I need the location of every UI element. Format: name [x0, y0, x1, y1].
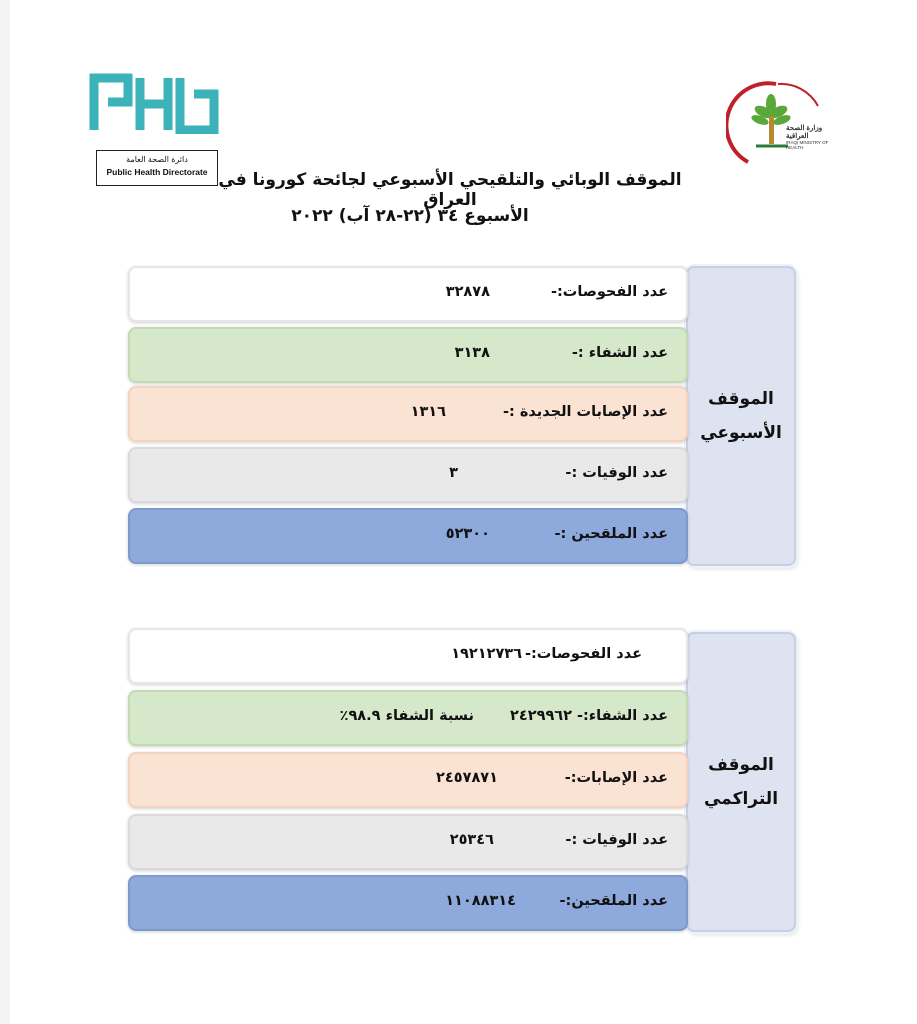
cumulative-side-label — [686, 632, 796, 932]
row-label: عدد الوفيات :- — [565, 465, 668, 481]
cumulative-section — [122, 628, 802, 936]
phd-caption-english: Public Health Directorate — [106, 167, 208, 177]
page-title: الموقف الوبائي والتلقيحي الأسبوعي لجائحة كورونا في العراق — [218, 170, 682, 210]
row-label: عدد الإصابات الجديدة :- — [503, 404, 668, 420]
cumulative-tests-row — [128, 628, 688, 684]
ministry-name — [786, 124, 846, 150]
row-label: عدد الفحوصات:- — [524, 646, 642, 662]
cumulative-cases-row — [128, 752, 688, 808]
weekly-recovered-row — [128, 327, 688, 383]
phd-caption-arabic: دائرة الصحة العامة — [126, 155, 188, 164]
page-subtitle: الأسبوع ٣٤ (٢٢-٢٨ آب) ٢٠٢٢ — [291, 206, 529, 226]
ministry-name-english: IRAQI MINISTRY OF HEALTH — [786, 140, 829, 150]
document-page — [10, 0, 917, 1024]
weekly-side-line1: الموقف — [708, 389, 774, 409]
weekly-section — [122, 264, 802, 570]
weekly-vaccinated-row — [128, 508, 688, 564]
row-label: عدد الوفيات :- — [565, 832, 668, 848]
weekly-new-cases-row — [128, 386, 688, 442]
recovery-rate: نسبة الشفاء ٩٨.٩٪ — [339, 708, 474, 724]
row-value: ١١٠٨٨٣١٤ — [445, 893, 516, 909]
row-label: عدد الإصابات:- — [564, 770, 668, 786]
row-value: ٢٥٣٤٦ — [449, 832, 494, 848]
ministry-name-arabic: وزارة الصحة العراقية — [786, 125, 823, 140]
row-label: عدد الشفاء:- — [576, 708, 668, 724]
row-label: عدد الملقحين :- — [554, 526, 668, 542]
row-value: ١٣١٦ — [410, 404, 446, 420]
row-value: ٢٤٥٧٨٧١ — [436, 770, 498, 786]
row-value: ٢٤٢٩٩٦٢ — [510, 708, 572, 724]
cumulative-side-line1: الموقف — [708, 755, 774, 775]
row-label: عدد الفحوصات:- — [550, 284, 668, 300]
row-label: عدد الشفاء :- — [571, 345, 668, 361]
row-value: ٥٢٣٠٠ — [445, 526, 490, 542]
cumulative-recovered-row — [128, 690, 688, 746]
cumulative-deaths-row — [128, 814, 688, 870]
cumulative-side-line2: التراكمي — [703, 789, 779, 809]
weekly-tests-row — [128, 266, 688, 322]
phd-logo-icon — [88, 72, 224, 134]
row-value: ٣١٣٨ — [454, 345, 490, 361]
cumulative-vaccinated-row — [128, 875, 688, 931]
row-label: عدد الملقحين:- — [559, 893, 668, 909]
row-value: ٣٢٨٧٨ — [445, 284, 490, 300]
weekly-deaths-row — [128, 447, 688, 503]
weekly-side-line2: الأسبوعي — [700, 423, 782, 443]
row-value: ٣ — [449, 465, 458, 481]
row-value: ١٩٢١٢٧٣٦ — [451, 646, 522, 662]
weekly-side-label — [686, 266, 796, 566]
